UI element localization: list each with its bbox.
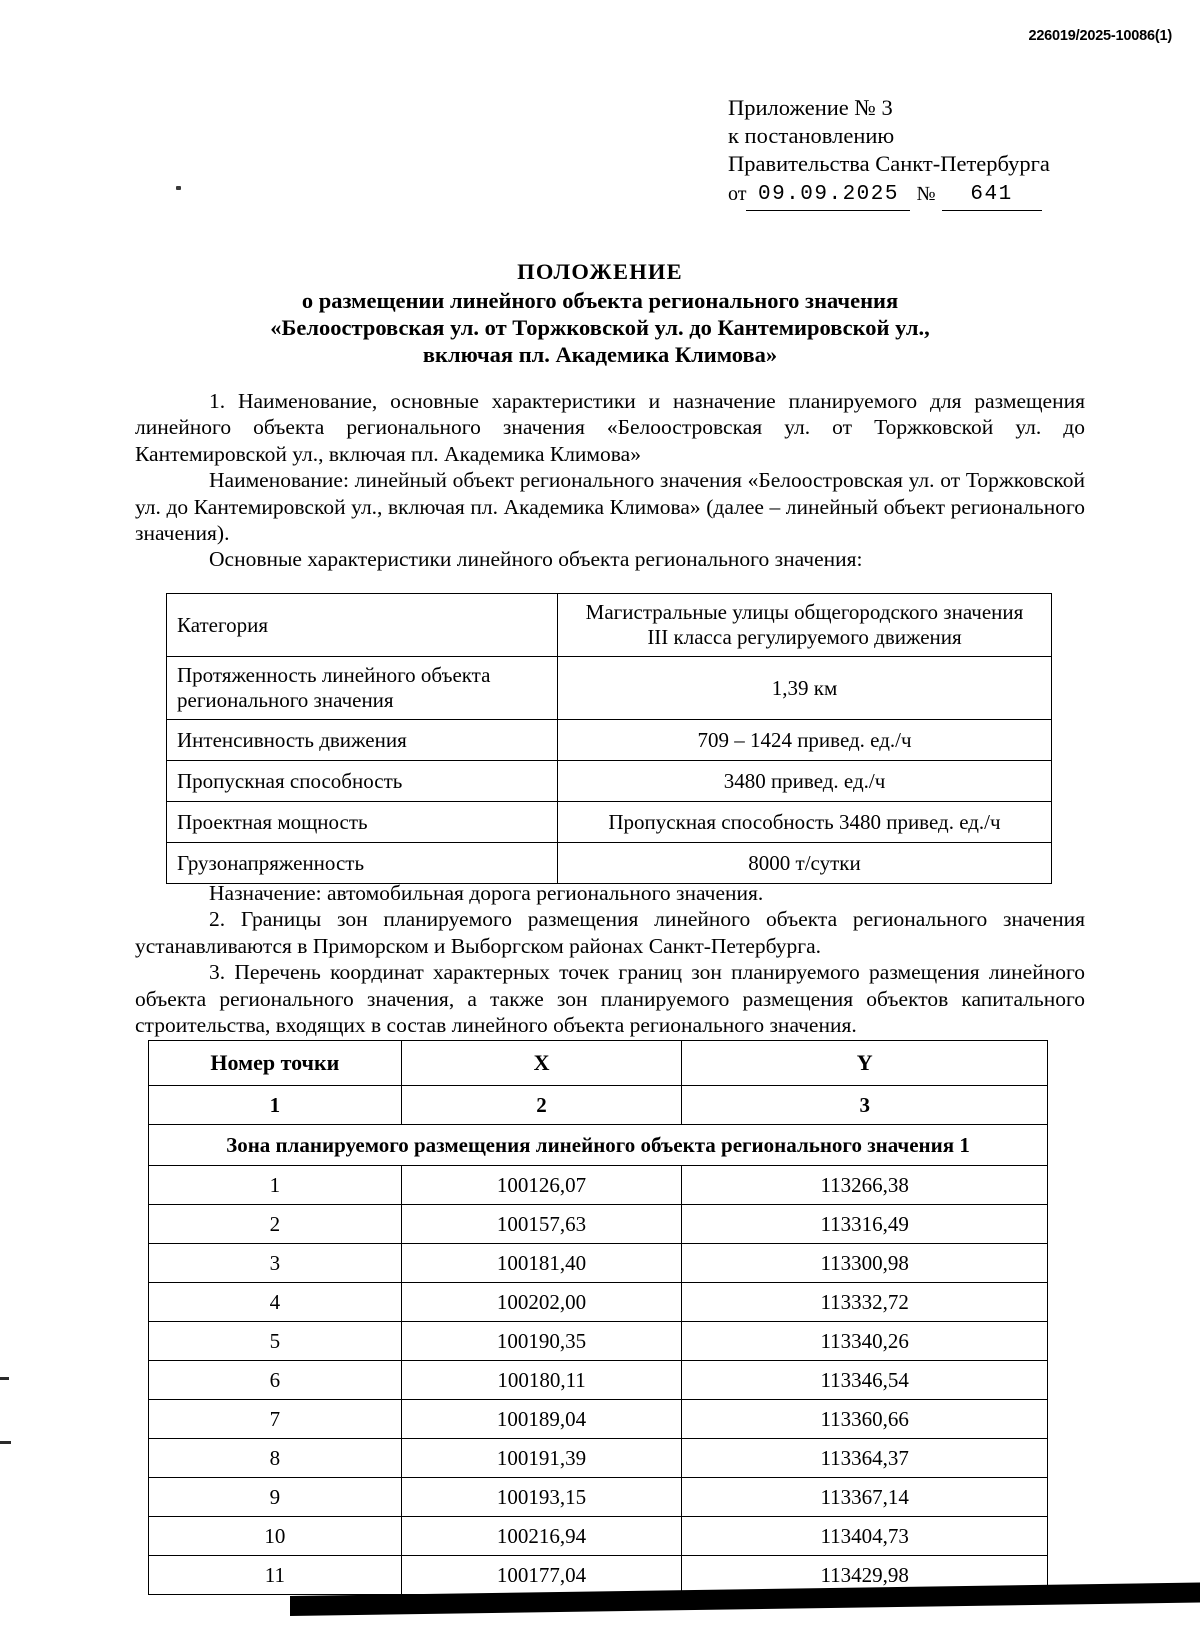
- coord-x-value: 100157,63: [401, 1205, 682, 1244]
- coord-point-number: 7: [149, 1400, 402, 1439]
- coord-colnum-3: 3: [682, 1086, 1048, 1125]
- char-key-category: Категория: [167, 594, 558, 657]
- title-heading: ПОЛОЖЕНИЕ: [517, 259, 683, 284]
- coord-x-value: 100216,94: [401, 1517, 682, 1556]
- coord-y-value: 113346,54: [682, 1361, 1048, 1400]
- char-key-length-line1: Протяженность линейного объекта: [177, 663, 491, 687]
- coord-point-number: 9: [149, 1478, 402, 1517]
- coord-header-x: X: [401, 1041, 682, 1086]
- coord-point-number: 4: [149, 1283, 402, 1322]
- table-row: [149, 1166, 1048, 1205]
- coord-x-value: 100202,00: [401, 1283, 682, 1322]
- char-value-category: [558, 594, 1052, 657]
- coord-y-value: 113429,98: [682, 1556, 1048, 1595]
- coord-x-value: 100126,07: [401, 1166, 682, 1205]
- char-key-freight: Грузонапряженность: [167, 843, 558, 884]
- number-label: №: [916, 183, 936, 205]
- paragraph-1: 1. Наименование, основные характеристики и назначение планируемого для размещения линейного объекта регионального значения «Белоостровская ул. от Торжковской ул. до Кантемировской ул., включая пл. Академика Климова»: [135, 389, 1085, 466]
- decree-number-value: 641: [942, 181, 1042, 211]
- appendix-reference-block: [728, 94, 1050, 211]
- coord-zone-caption-row: [149, 1125, 1048, 1166]
- table-row: [167, 843, 1052, 884]
- coord-header-y: Y: [682, 1041, 1048, 1086]
- appendix-authority-line: Правительства Санкт-Петербурга: [728, 151, 1050, 176]
- paragraph-2: Наименование: линейный объект регионального значения «Белоостровская ул. от Торжковской ул. до Кантемировской ул., включая пл. Академика Климова» (далее – линейный объект регионального значения).: [135, 468, 1085, 546]
- char-key-design-power: Проектная мощность: [167, 802, 558, 843]
- coord-x-value: 100190,35: [401, 1322, 682, 1361]
- scan-artifact-left-mark: [0, 1377, 9, 1380]
- table-row: [149, 1400, 1048, 1439]
- coord-column-number-row: [149, 1086, 1048, 1125]
- coord-point-number: 5: [149, 1322, 402, 1361]
- scan-artifact-left-mark: [0, 1441, 11, 1444]
- char-value-category-line2: III класса регулируемого движения: [647, 625, 962, 649]
- table-row: [149, 1283, 1048, 1322]
- coord-point-number: 6: [149, 1361, 402, 1400]
- char-value-category-line1: Магистральные улицы общегородского значения: [585, 600, 1024, 624]
- char-key-length: [167, 657, 558, 720]
- scan-artifact-dot: [176, 186, 181, 190]
- title-subline-3: включая пл. Академика Климова»: [422, 342, 778, 367]
- table-row: [149, 1556, 1048, 1595]
- coord-y-value: 113300,98: [682, 1244, 1048, 1283]
- coord-x-value: 100177,04: [401, 1556, 682, 1595]
- char-value-intensity: 709 – 1424 привед. ед./ч: [558, 720, 1052, 761]
- coord-x-value: 100180,11: [401, 1361, 682, 1400]
- paragraph-4: Назначение: автомобильная дорога регионального значения.: [209, 881, 764, 905]
- table-row: [167, 657, 1052, 720]
- coord-point-number: 3: [149, 1244, 402, 1283]
- coord-x-value: 100193,15: [401, 1478, 682, 1517]
- coord-colnum-2: 2: [401, 1086, 682, 1125]
- appendix-date-row: [728, 180, 1050, 211]
- appendix-number-line: Приложение № 3: [728, 95, 893, 120]
- table-row: [167, 761, 1052, 802]
- table-row: [149, 1478, 1048, 1517]
- document-registration-stamp: 226019/2025-10086(1): [1028, 28, 1172, 44]
- body-section-lower: [135, 880, 1085, 1038]
- table-row: [149, 1517, 1048, 1556]
- coord-point-number: 8: [149, 1439, 402, 1478]
- coord-y-value: 113360,66: [682, 1400, 1048, 1439]
- coord-x-value: 100189,04: [401, 1400, 682, 1439]
- table-row: [149, 1205, 1048, 1244]
- coord-y-value: 113367,14: [682, 1478, 1048, 1517]
- coord-point-number: 10: [149, 1517, 402, 1556]
- table-row: [149, 1244, 1048, 1283]
- coord-point-number: 1: [149, 1166, 402, 1205]
- coord-x-value: 100191,39: [401, 1439, 682, 1478]
- paragraph-3: Основные характеристики линейного объекта регионального значения:: [209, 547, 863, 572]
- coord-header-row: [149, 1041, 1048, 1086]
- table-row: [149, 1361, 1048, 1400]
- char-value-length: 1,39 км: [558, 657, 1052, 720]
- coord-y-value: 113364,37: [682, 1439, 1048, 1478]
- coord-header-point: Номер точки: [149, 1041, 402, 1086]
- table-row: [167, 720, 1052, 761]
- coord-y-value: 113332,72: [682, 1283, 1048, 1322]
- table-row: [149, 1322, 1048, 1361]
- paragraph-6: 3. Перечень координат характерных точек границ зон планируемого размещения линейного объекта регионального значения, а также зон планируемого размещения объектов капитального строительства, входящих в состав линейного объекта регионального значения.: [135, 960, 1085, 1038]
- table-row: [167, 594, 1052, 657]
- coord-y-value: 113266,38: [682, 1166, 1048, 1205]
- decree-date-value: 09.09.2025: [746, 181, 910, 211]
- page-title: [150, 258, 1050, 368]
- appendix-decree-line: к постановлению: [728, 123, 895, 148]
- coordinates-table: [148, 1040, 1048, 1595]
- coord-point-number: 2: [149, 1205, 402, 1244]
- coord-y-value: 113340,26: [682, 1322, 1048, 1361]
- coord-y-value: 113316,49: [682, 1205, 1048, 1244]
- char-value-design-power: Пропускная способность 3480 привед. ед./ч: [558, 802, 1052, 843]
- char-key-intensity: Интенсивность движения: [167, 720, 558, 761]
- title-subline-2: «Белоостровская ул. от Торжковской ул. до Кантемировской ул.,: [270, 315, 930, 340]
- char-value-freight: 8000 т/сутки: [558, 843, 1052, 884]
- table-row: [167, 802, 1052, 843]
- body-section-upper: [135, 388, 1085, 573]
- paragraph-5: 2. Границы зон планируемого размещения линейного объекта регионального значения устанавливаются в Приморском и Выборгском районах Санкт-Петербурга.: [135, 907, 1085, 958]
- characteristics-table: [166, 593, 1052, 884]
- coord-zone-caption: Зона планируемого размещения линейного объекта регионального значения 1: [149, 1125, 1048, 1166]
- char-key-length-line2: регионального значения: [177, 688, 394, 712]
- coord-x-value: 100181,40: [401, 1244, 682, 1283]
- char-key-capacity: Пропускная способность: [167, 761, 558, 802]
- title-subline-1: о размещении линейного объекта регионального значения: [301, 288, 899, 313]
- coord-colnum-1: 1: [149, 1086, 402, 1125]
- date-label: от: [728, 183, 747, 205]
- coord-point-number: 11: [149, 1556, 402, 1595]
- table-row: [149, 1439, 1048, 1478]
- coord-y-value: 113404,73: [682, 1517, 1048, 1556]
- char-value-capacity: 3480 привед. ед./ч: [558, 761, 1052, 802]
